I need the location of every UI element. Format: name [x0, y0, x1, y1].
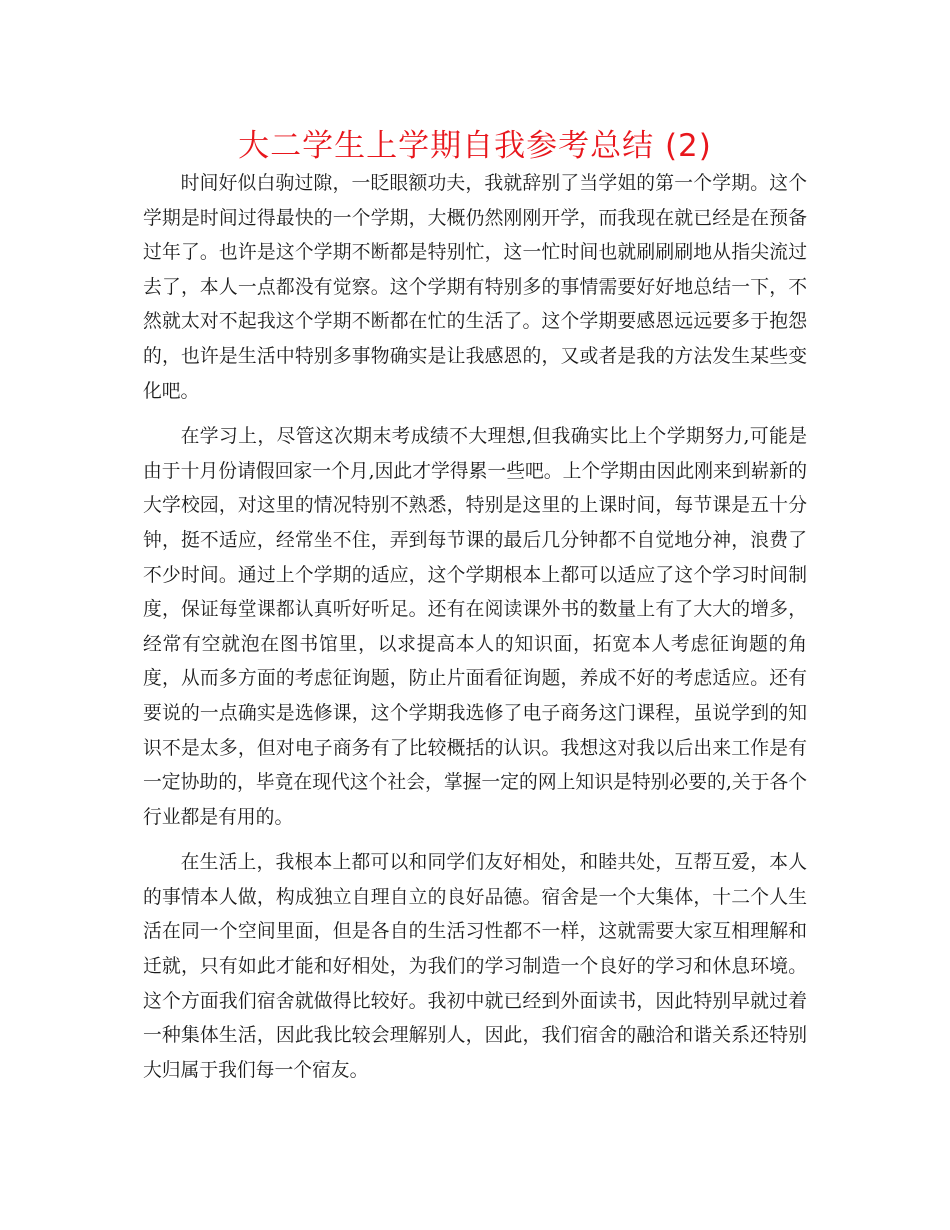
- document-body: [143, 167, 807, 1099]
- paragraph-intro: 时间好似白驹过隙，一眨眼额功夫，我就辞别了当学姐的第一个学期。这个学期是时间过得最快的一个学期，大概仍然刚刚开学，而我现在就已经是在预备过年了。也许是这个学期不断都是特别忙，这一忙时间也就刷刷刷地从指尖流过去了，本人一点都没有觉察。这个学期有特别多的事情需要好好地总结一下，不然就太对不起我这个学期不断都在忙的生活了。这个学期要感恩远远要多于抱怨的，也许是生活中特别多事物确实是让我感恩的，又或者是我的方法发生某些变化吧。: [143, 173, 807, 402]
- paragraph-life: 在生活上，我根本上都可以和同学们友好相处，和睦共处，互帮互爱，本人的事情本人做，构成独立自理自立的良好品德。宿舍是一个大集体，十二个人生活在同一个空间里面，但是各自的生活习性都不一样，这就需要大家互相理解和迁就，只有如此才能和好相处，为我们的学习制造一个良好的学习和休息环境。这个方面我们宿舍就做得比较好。我初中就已经到外面读书，因此特别早就过着一种集体生活，因此我比较会理解别人，因此，我们宿舍的融洽和谐关系还特别大归属于我们每一个宿友。: [143, 852, 807, 1081]
- document-title: 大二学生上学期自我参考总结 (2): [238, 128, 712, 164]
- paragraph-study: 在学习上，尽管这次期末考成绩不大理想,但我确实比上个学期努力,可能是由于十月份请假回家一个月,因此才学得累一些吧。上个学期由因此刚来到崭新的大学校园，对这里的情况特别不熟悉，特别是这里的上课时间，每节课是五十分钟，挺不适应，经常坐不住，弄到每节课的最后几分钟都不自觉地分神，浪费了不少时间。通过上个学期的适应，这个学期根本上都可以适应了这个学习时间制度，保证每堂课都认真听好听足。还有在阅读课外书的数量上有了大大的增多，经常有空就泡在图书馆里，以求提高本人的知识面，拓宽本人考虑征询题的角度，从而多方面的考虑征询题，防止片面看征询题，养成不好的考虑适应。还有要说的一点确实是选修课，这个学期我选修了电子商务这门课程，虽说学到的知识不是太多，但对电子商务有了比较概括的认识。我想这对我以后出来工作是有一定协助的，毕竟在现代这个社会，掌握一定的网上知识是特别必要的,关于各个行业都是有用的。: [143, 426, 807, 828]
